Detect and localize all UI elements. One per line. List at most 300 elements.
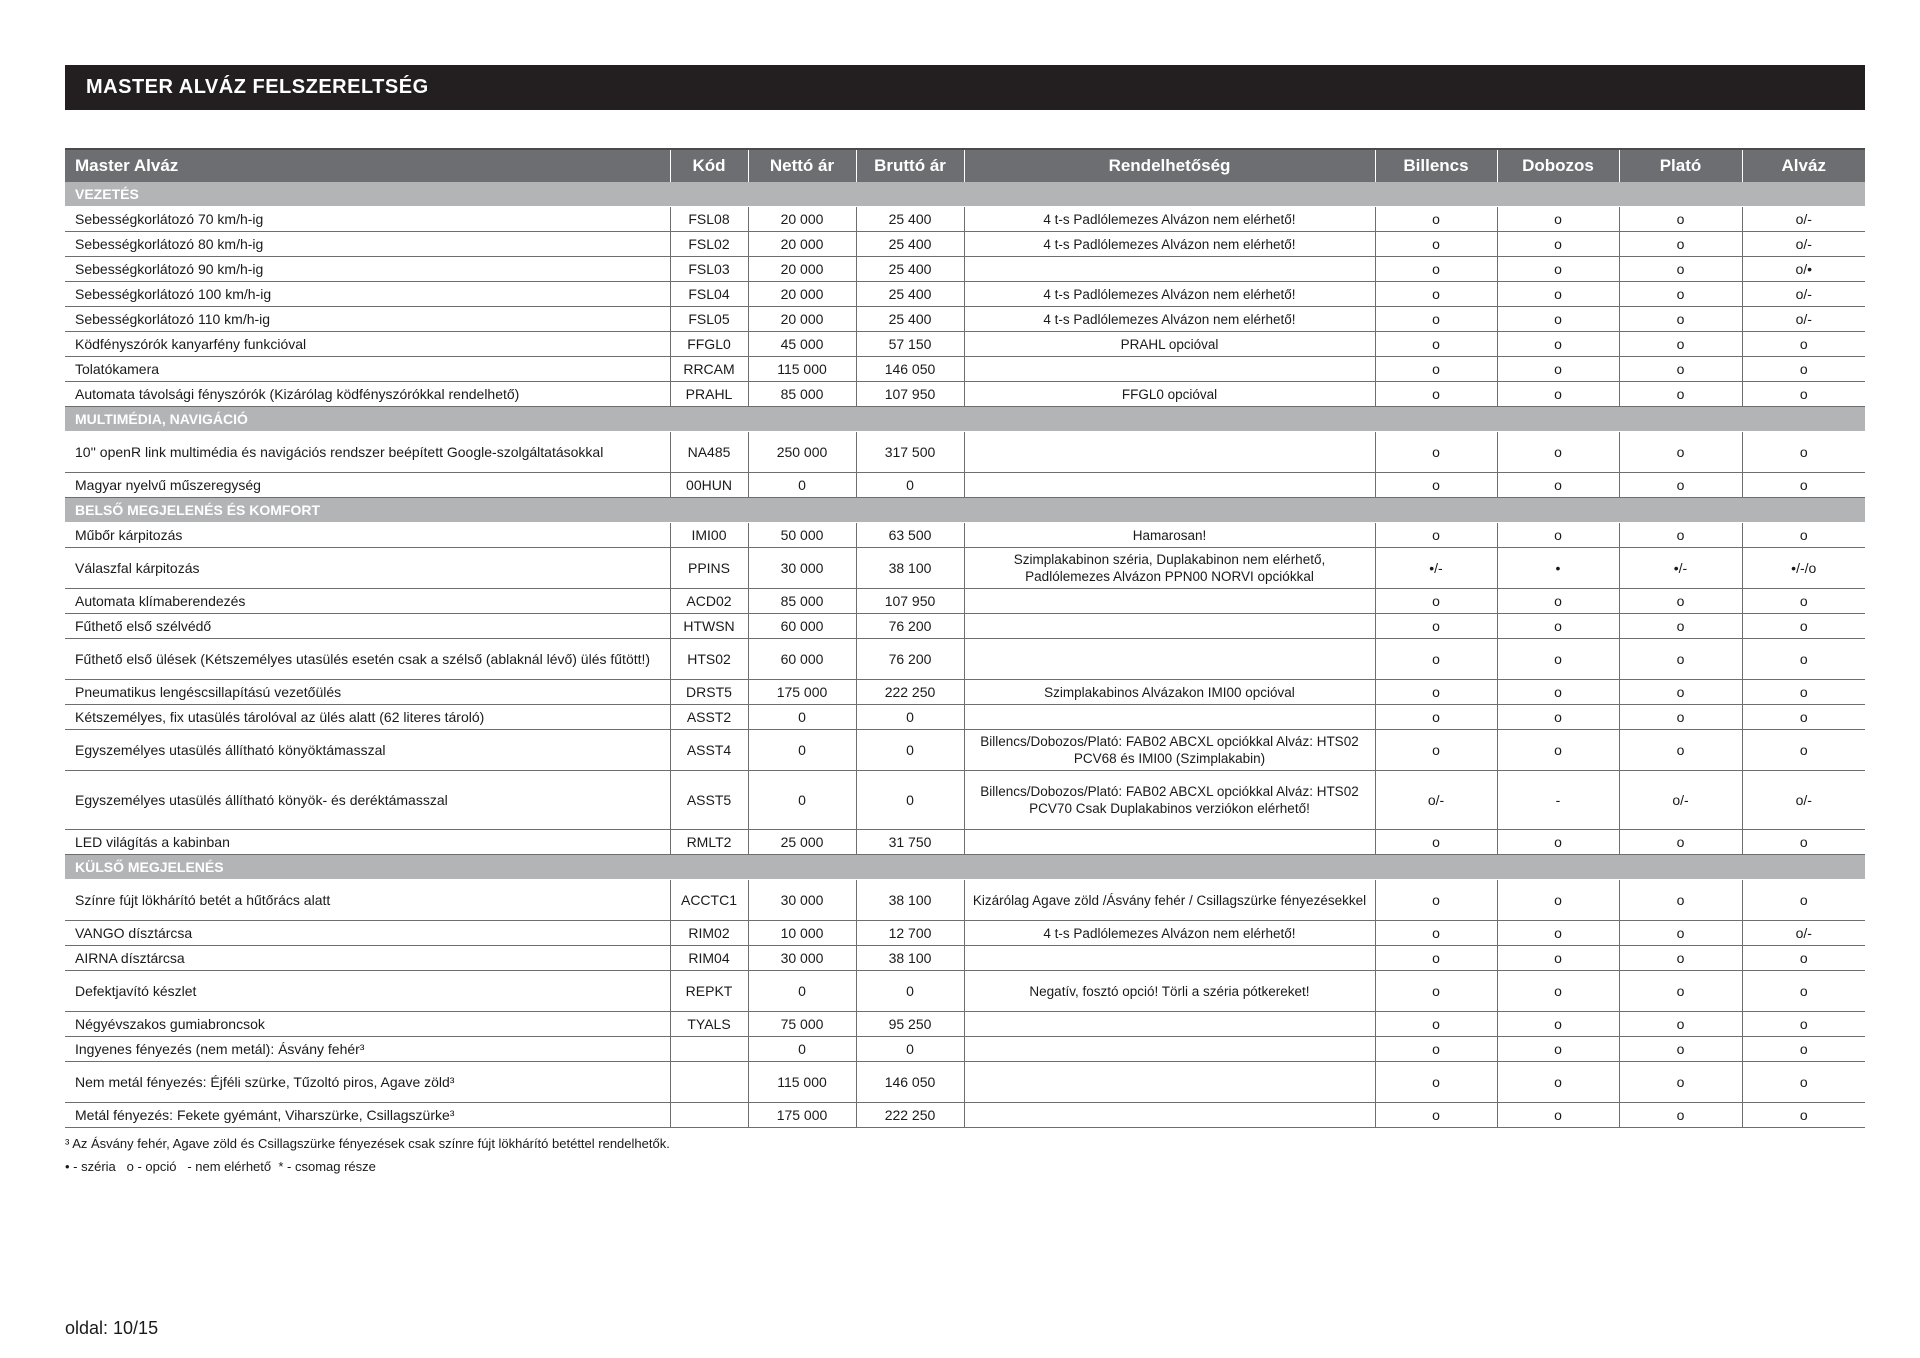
cell-code: RRCAM: [670, 357, 748, 382]
cell-dobozos: -: [1497, 771, 1619, 830]
cell-plato: o: [1619, 257, 1742, 282]
cell-billencs: o: [1375, 357, 1497, 382]
cell-gross-price: 25 400: [856, 232, 964, 257]
cell-availability: 4 t-s Padlólemezes Alvázon nem elérhető!: [964, 232, 1375, 257]
cell-gross-price: 107 950: [856, 382, 964, 407]
cell-availability: Negatív, fosztó opció! Törli a széria pótkereket!: [964, 971, 1375, 1012]
header-billencs: Billencs: [1375, 149, 1497, 182]
cell-code: PPINS: [670, 548, 748, 589]
cell-dobozos: o: [1497, 705, 1619, 730]
cell-gross-price: 57 150: [856, 332, 964, 357]
cell-availability: [964, 1012, 1375, 1037]
cell-availability: [964, 614, 1375, 639]
cell-billencs: o: [1375, 1062, 1497, 1103]
cell-code: IMI00: [670, 523, 748, 548]
table-row: [65, 614, 1865, 639]
cell-name: Metál fényezés: Fekete gyémánt, Viharszürke, Csillagszürke³: [65, 1103, 670, 1128]
cell-gross-price: 25 400: [856, 282, 964, 307]
table-row: [65, 1062, 1865, 1103]
cell-dobozos: o: [1497, 382, 1619, 407]
table-row: [65, 357, 1865, 382]
cell-dobozos: o: [1497, 523, 1619, 548]
cell-availability: Szimplakabinon széria, Duplakabinon nem elérhető, Padlólemezes Alvázon PPN00 NORVI opciókkal: [964, 548, 1375, 589]
section-header-row: [65, 182, 1865, 207]
header-name: Master Alváz: [65, 149, 670, 182]
cell-alvaz: o: [1742, 1037, 1865, 1062]
table-row: [65, 473, 1865, 498]
cell-code: ASST4: [670, 730, 748, 771]
cell-name: Fűthető első ülések (Kétszemélyes utasülés esetén csak a szélső (ablaknál lévő) ülés fűtött!): [65, 639, 670, 680]
cell-plato: o: [1619, 307, 1742, 332]
section-header-row: [65, 855, 1865, 880]
cell-billencs: o: [1375, 332, 1497, 357]
table-row: [65, 548, 1865, 589]
cell-code: ACCTC1: [670, 880, 748, 921]
cell-dobozos: o: [1497, 921, 1619, 946]
cell-dobozos: o: [1497, 971, 1619, 1012]
cell-code: NA485: [670, 432, 748, 473]
cell-plato: o: [1619, 332, 1742, 357]
cell-gross-price: 222 250: [856, 680, 964, 705]
cell-billencs: o: [1375, 257, 1497, 282]
cell-availability: Hamarosan!: [964, 523, 1375, 548]
cell-alvaz: o/-: [1742, 282, 1865, 307]
cell-name: Ingyenes fényezés (nem metál): Ásvány fehér³: [65, 1037, 670, 1062]
table-row: [65, 946, 1865, 971]
cell-name: Tolatókamera: [65, 357, 670, 382]
cell-plato: o: [1619, 921, 1742, 946]
cell-code: HTWSN: [670, 614, 748, 639]
cell-availability: PRAHL opcióval: [964, 332, 1375, 357]
cell-billencs: o: [1375, 473, 1497, 498]
cell-dobozos: o: [1497, 589, 1619, 614]
cell-code: 00HUN: [670, 473, 748, 498]
cell-billencs: o: [1375, 282, 1497, 307]
cell-availability: [964, 257, 1375, 282]
cell-gross-price: 222 250: [856, 1103, 964, 1128]
cell-billencs: o: [1375, 705, 1497, 730]
cell-code: RIM02: [670, 921, 748, 946]
cell-alvaz: o: [1742, 473, 1865, 498]
cell-gross-price: 25 400: [856, 257, 964, 282]
cell-dobozos: o: [1497, 257, 1619, 282]
cell-gross-price: 25 400: [856, 307, 964, 332]
cell-plato: o: [1619, 473, 1742, 498]
page-number: oldal: 10/15: [65, 1318, 159, 1338]
header-gross-price: Bruttó ár: [856, 149, 964, 182]
cell-name: LED világítás a kabinban: [65, 830, 670, 855]
cell-gross-price: 76 200: [856, 614, 964, 639]
cell-net-price: 20 000: [748, 307, 856, 332]
cell-net-price: 30 000: [748, 880, 856, 921]
table-row: [65, 971, 1865, 1012]
cell-name: Egyszemélyes utasülés állítható könyök- és deréktámasszal: [65, 771, 670, 830]
table-body: [65, 182, 1865, 1128]
cell-billencs: o: [1375, 589, 1497, 614]
cell-name: Sebességkorlátozó 100 km/h-ig: [65, 282, 670, 307]
cell-code: REPKT: [670, 971, 748, 1012]
cell-net-price: 0: [748, 473, 856, 498]
cell-net-price: 85 000: [748, 589, 856, 614]
cell-plato: o: [1619, 1103, 1742, 1128]
cell-billencs: o: [1375, 730, 1497, 771]
cell-gross-price: 146 050: [856, 357, 964, 382]
cell-dobozos: o: [1497, 432, 1619, 473]
cell-plato: •/-: [1619, 548, 1742, 589]
cell-alvaz: o/-: [1742, 921, 1865, 946]
cell-net-price: 20 000: [748, 257, 856, 282]
cell-name: Sebességkorlátozó 110 km/h-ig: [65, 307, 670, 332]
cell-dobozos: o: [1497, 730, 1619, 771]
cell-alvaz: o: [1742, 880, 1865, 921]
cell-net-price: 20 000: [748, 207, 856, 232]
cell-alvaz: o: [1742, 1012, 1865, 1037]
cell-name: AIRNA dísztárcsa: [65, 946, 670, 971]
table-row: [65, 232, 1865, 257]
cell-gross-price: 63 500: [856, 523, 964, 548]
cell-plato: o: [1619, 1062, 1742, 1103]
header-plato: Plató: [1619, 149, 1742, 182]
cell-alvaz: o: [1742, 432, 1865, 473]
cell-plato: o: [1619, 207, 1742, 232]
table-row: [65, 307, 1865, 332]
table-row: [65, 771, 1865, 830]
cell-plato: o: [1619, 705, 1742, 730]
cell-code: RIM04: [670, 946, 748, 971]
cell-name: Pneumatikus lengéscsillapítású vezetőülés: [65, 680, 670, 705]
cell-plato: o: [1619, 730, 1742, 771]
cell-net-price: 50 000: [748, 523, 856, 548]
cell-net-price: 30 000: [748, 946, 856, 971]
cell-availability: 4 t-s Padlólemezes Alvázon nem elérhető!: [964, 207, 1375, 232]
cell-gross-price: 0: [856, 1037, 964, 1062]
cell-billencs: •/-: [1375, 548, 1497, 589]
cell-billencs: o: [1375, 382, 1497, 407]
cell-net-price: 10 000: [748, 921, 856, 946]
cell-availability: FFGL0 opcióval: [964, 382, 1375, 407]
section-header-row: [65, 498, 1865, 523]
header-alvaz: Alváz: [1742, 149, 1865, 182]
cell-code: ASST5: [670, 771, 748, 830]
cell-gross-price: 0: [856, 705, 964, 730]
footnote: ³ Az Ásvány fehér, Agave zöld és Csillagszürke fényezések csak színre fújt lökhárító betéttel rendelhetők.: [65, 1136, 670, 1151]
cell-name: 10'' openR link multimédia és navigációs rendszer beépített Google-szolgáltatásokkal: [65, 432, 670, 473]
cell-gross-price: 146 050: [856, 1062, 964, 1103]
cell-code: FSL03: [670, 257, 748, 282]
section-title: KÜLSŐ MEGJELENÉS: [65, 855, 1865, 880]
cell-code: HTS02: [670, 639, 748, 680]
cell-billencs: o/-: [1375, 771, 1497, 830]
cell-code: DRST5: [670, 680, 748, 705]
cell-net-price: 0: [748, 1037, 856, 1062]
cell-code: FSL08: [670, 207, 748, 232]
cell-billencs: o: [1375, 207, 1497, 232]
cell-code: FSL02: [670, 232, 748, 257]
table-row: [65, 432, 1865, 473]
cell-gross-price: 38 100: [856, 946, 964, 971]
cell-net-price: 0: [748, 730, 856, 771]
cell-alvaz: o/•: [1742, 257, 1865, 282]
cell-alvaz: o: [1742, 1062, 1865, 1103]
cell-availability: [964, 473, 1375, 498]
cell-plato: o: [1619, 282, 1742, 307]
cell-availability: [964, 830, 1375, 855]
cell-name: Fűthető első szélvédő: [65, 614, 670, 639]
cell-billencs: o: [1375, 1103, 1497, 1128]
cell-availability: [964, 589, 1375, 614]
cell-net-price: 0: [748, 971, 856, 1012]
cell-plato: o: [1619, 589, 1742, 614]
cell-availability: [964, 1103, 1375, 1128]
cell-dobozos: o: [1497, 282, 1619, 307]
cell-net-price: 175 000: [748, 1103, 856, 1128]
cell-gross-price: 95 250: [856, 1012, 964, 1037]
table-row: [65, 705, 1865, 730]
cell-code: FSL05: [670, 307, 748, 332]
table-row: [65, 1037, 1865, 1062]
cell-net-price: 250 000: [748, 432, 856, 473]
cell-name: Nem metál fényezés: Éjféli szürke, Tűzoltó piros, Agave zöld³: [65, 1062, 670, 1103]
cell-name: Defektjavító készlet: [65, 971, 670, 1012]
cell-plato: o: [1619, 971, 1742, 1012]
cell-gross-price: 25 400: [856, 207, 964, 232]
cell-gross-price: 12 700: [856, 921, 964, 946]
cell-plato: o/-: [1619, 771, 1742, 830]
cell-name: Műbőr kárpitozás: [65, 523, 670, 548]
cell-billencs: o: [1375, 880, 1497, 921]
cell-billencs: o: [1375, 921, 1497, 946]
table-row: [65, 382, 1865, 407]
page-title: MASTER ALVÁZ FELSZERELTSÉG: [65, 65, 1865, 110]
table-row: [65, 921, 1865, 946]
cell-availability: [964, 1037, 1375, 1062]
cell-name: Egyszemélyes utasülés állítható könyöktámasszal: [65, 730, 670, 771]
cell-dobozos: o: [1497, 232, 1619, 257]
cell-net-price: 20 000: [748, 282, 856, 307]
cell-dobozos: o: [1497, 1103, 1619, 1128]
header-code: Kód: [670, 149, 748, 182]
cell-billencs: o: [1375, 639, 1497, 680]
cell-availability: Szimplakabinos Alvázakon IMI00 opcióval: [964, 680, 1375, 705]
header-dobozos: Dobozos: [1497, 149, 1619, 182]
cell-alvaz: o: [1742, 639, 1865, 680]
cell-dobozos: o: [1497, 880, 1619, 921]
cell-name: Sebességkorlátozó 70 km/h-ig: [65, 207, 670, 232]
table-row: [65, 207, 1865, 232]
cell-alvaz: o: [1742, 523, 1865, 548]
cell-alvaz: o: [1742, 357, 1865, 382]
cell-plato: o: [1619, 1012, 1742, 1037]
cell-availability: 4 t-s Padlólemezes Alvázon nem elérhető!: [964, 921, 1375, 946]
cell-code: ACD02: [670, 589, 748, 614]
cell-net-price: 175 000: [748, 680, 856, 705]
table-header-row: [65, 149, 1865, 182]
cell-code: [670, 1103, 748, 1128]
cell-net-price: 25 000: [748, 830, 856, 855]
cell-availability: [964, 705, 1375, 730]
cell-availability: Billencs/Dobozos/Plató: FAB02 ABCXL opciókkal Alváz: HTS02 PCV68 és IMI00 (Szimplakabin): [964, 730, 1375, 771]
cell-net-price: 60 000: [748, 614, 856, 639]
cell-dobozos: o: [1497, 639, 1619, 680]
cell-code: [670, 1037, 748, 1062]
cell-dobozos: o: [1497, 357, 1619, 382]
cell-plato: o: [1619, 830, 1742, 855]
equipment-table: [65, 148, 1865, 1128]
cell-plato: o: [1619, 357, 1742, 382]
cell-plato: o: [1619, 382, 1742, 407]
cell-code: TYALS: [670, 1012, 748, 1037]
cell-billencs: o: [1375, 1012, 1497, 1037]
cell-dobozos: o: [1497, 830, 1619, 855]
cell-dobozos: o: [1497, 207, 1619, 232]
cell-billencs: o: [1375, 614, 1497, 639]
section-header-row: [65, 407, 1865, 432]
cell-billencs: o: [1375, 432, 1497, 473]
cell-dobozos: •: [1497, 548, 1619, 589]
cell-dobozos: o: [1497, 332, 1619, 357]
cell-alvaz: o: [1742, 382, 1865, 407]
cell-dobozos: o: [1497, 473, 1619, 498]
cell-gross-price: 0: [856, 473, 964, 498]
cell-gross-price: 38 100: [856, 548, 964, 589]
cell-alvaz: o: [1742, 332, 1865, 357]
cell-plato: o: [1619, 880, 1742, 921]
cell-net-price: 45 000: [748, 332, 856, 357]
cell-net-price: 30 000: [748, 548, 856, 589]
cell-availability: Kizárólag Agave zöld /Ásvány fehér / Csillagszürke fényezésekkel: [964, 880, 1375, 921]
cell-plato: o: [1619, 946, 1742, 971]
cell-name: Kétszemélyes, fix utasülés tárolóval az ülés alatt (62 literes tároló): [65, 705, 670, 730]
table-row: [65, 257, 1865, 282]
cell-alvaz: o/-: [1742, 771, 1865, 830]
cell-code: FSL04: [670, 282, 748, 307]
cell-name: Magyar nyelvű műszeregység: [65, 473, 670, 498]
cell-code: [670, 1062, 748, 1103]
table-row: [65, 1103, 1865, 1128]
cell-alvaz: o: [1742, 614, 1865, 639]
cell-alvaz: o: [1742, 680, 1865, 705]
table-row: [65, 282, 1865, 307]
cell-plato: o: [1619, 680, 1742, 705]
cell-billencs: o: [1375, 307, 1497, 332]
table-row: [65, 830, 1865, 855]
cell-net-price: 0: [748, 705, 856, 730]
table-row: [65, 730, 1865, 771]
cell-alvaz: o/-: [1742, 207, 1865, 232]
cell-net-price: 0: [748, 771, 856, 830]
cell-gross-price: 107 950: [856, 589, 964, 614]
cell-gross-price: 76 200: [856, 639, 964, 680]
cell-availability: [964, 639, 1375, 680]
cell-availability: [964, 1062, 1375, 1103]
cell-name: Színre fújt lökhárító betét a hűtőrács alatt: [65, 880, 670, 921]
table-row: [65, 523, 1865, 548]
cell-dobozos: o: [1497, 1012, 1619, 1037]
table-row: [65, 680, 1865, 705]
cell-billencs: o: [1375, 1037, 1497, 1062]
cell-code: ASST2: [670, 705, 748, 730]
cell-alvaz: •/-/o: [1742, 548, 1865, 589]
cell-alvaz: o: [1742, 589, 1865, 614]
cell-billencs: o: [1375, 971, 1497, 1012]
cell-billencs: o: [1375, 680, 1497, 705]
cell-availability: [964, 946, 1375, 971]
cell-dobozos: o: [1497, 307, 1619, 332]
cell-dobozos: o: [1497, 1037, 1619, 1062]
cell-dobozos: o: [1497, 680, 1619, 705]
table-row: [65, 589, 1865, 614]
cell-plato: o: [1619, 639, 1742, 680]
cell-code: RMLT2: [670, 830, 748, 855]
cell-name: Válaszfal kárpitozás: [65, 548, 670, 589]
legend: • - széria o - opció - nem elérhető * - csomag része: [65, 1159, 376, 1174]
cell-alvaz: o/-: [1742, 307, 1865, 332]
cell-gross-price: 38 100: [856, 880, 964, 921]
cell-availability: [964, 432, 1375, 473]
cell-net-price: 75 000: [748, 1012, 856, 1037]
cell-name: Automata klímaberendezés: [65, 589, 670, 614]
cell-plato: o: [1619, 1037, 1742, 1062]
section-title: VEZETÉS: [65, 182, 1865, 207]
cell-alvaz: o: [1742, 705, 1865, 730]
cell-dobozos: o: [1497, 614, 1619, 639]
cell-net-price: 85 000: [748, 382, 856, 407]
cell-dobozos: o: [1497, 1062, 1619, 1103]
cell-gross-price: 0: [856, 730, 964, 771]
cell-name: Ködfényszórók kanyarfény funkcióval: [65, 332, 670, 357]
cell-alvaz: o: [1742, 946, 1865, 971]
cell-gross-price: 31 750: [856, 830, 964, 855]
cell-name: Sebességkorlátozó 80 km/h-ig: [65, 232, 670, 257]
cell-availability: Billencs/Dobozos/Plató: FAB02 ABCXL opciókkal Alváz: HTS02 PCV70 Csak Duplakabinos verziókon elérhető!: [964, 771, 1375, 830]
cell-name: Négyévszakos gumiabroncsok: [65, 1012, 670, 1037]
cell-billencs: o: [1375, 523, 1497, 548]
cell-gross-price: 0: [856, 771, 964, 830]
header-net-price: Nettó ár: [748, 149, 856, 182]
cell-plato: o: [1619, 523, 1742, 548]
cell-availability: 4 t-s Padlólemezes Alvázon nem elérhető!: [964, 307, 1375, 332]
cell-alvaz: o: [1742, 971, 1865, 1012]
table-row: [65, 639, 1865, 680]
cell-alvaz: o/-: [1742, 232, 1865, 257]
cell-plato: o: [1619, 614, 1742, 639]
cell-net-price: 20 000: [748, 232, 856, 257]
cell-name: Automata távolsági fényszórók (Kizárólag ködfényszórókkal rendelhető): [65, 382, 670, 407]
cell-code: FFGL0: [670, 332, 748, 357]
cell-billencs: o: [1375, 830, 1497, 855]
cell-code: PRAHL: [670, 382, 748, 407]
table-row: [65, 332, 1865, 357]
cell-net-price: 115 000: [748, 1062, 856, 1103]
cell-gross-price: 317 500: [856, 432, 964, 473]
cell-alvaz: o: [1742, 730, 1865, 771]
cell-name: Sebességkorlátozó 90 km/h-ig: [65, 257, 670, 282]
cell-name: VANGO dísztárcsa: [65, 921, 670, 946]
cell-plato: o: [1619, 432, 1742, 473]
table-row: [65, 880, 1865, 921]
table-row: [65, 1012, 1865, 1037]
header-availability: Rendelhetőség: [964, 149, 1375, 182]
cell-availability: 4 t-s Padlólemezes Alvázon nem elérhető!: [964, 282, 1375, 307]
cell-net-price: 60 000: [748, 639, 856, 680]
section-title: MULTIMÉDIA, NAVIGÁCIÓ: [65, 407, 1865, 432]
cell-net-price: 115 000: [748, 357, 856, 382]
cell-alvaz: o: [1742, 830, 1865, 855]
equipment-table-wrapper: [65, 148, 1865, 1128]
cell-availability: [964, 357, 1375, 382]
cell-billencs: o: [1375, 946, 1497, 971]
cell-billencs: o: [1375, 232, 1497, 257]
